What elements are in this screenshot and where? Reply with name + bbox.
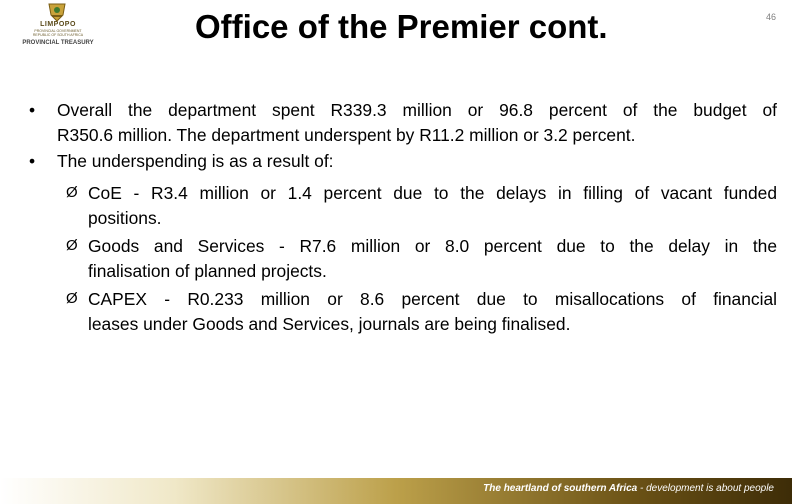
bullet-item xyxy=(29,98,777,147)
page-number: 46 xyxy=(766,12,777,22)
footer-tagline-bold: The heartland of southern Africa xyxy=(483,483,638,494)
slide-title: Office of the Premier cont. xyxy=(195,8,608,45)
logo-subtitle: PROVINCIAL GOVERNMENT REPUBLIC OF SOUTH AFRICA xyxy=(32,29,84,37)
bullet-marker: • xyxy=(29,100,36,120)
arrow-bullet-icon: Ø xyxy=(66,184,78,201)
sub-bullet-text-line: positions. xyxy=(88,207,162,228)
sub-bullet-text-line: CoE - R3.4 million or 1.4 percent due to the delays in filling of vacant funded xyxy=(88,183,777,203)
sub-bullet-text-line: finalisation of planned projects. xyxy=(88,260,327,281)
sub-bullet-text-line: leases under Goods and Services, journals are being finalised. xyxy=(88,313,571,334)
footer-banner xyxy=(0,478,792,504)
sub-bullet-text-line: CAPEX - R0.233 million or 8.6 percent due to misallocations of financial xyxy=(88,289,777,309)
coat-of-arms-icon xyxy=(46,2,68,22)
sub-bullet-text-line: Goods and Services - R7.6 million or 8.0 percent due to the delay in the xyxy=(88,236,777,256)
arrow-bullet-icon: Ø xyxy=(66,290,78,307)
footer-tagline-rest: - development is about people xyxy=(637,483,774,494)
bullet-text-line: The underspending is as a result of: xyxy=(57,151,334,171)
sub-bullet-item xyxy=(66,234,777,283)
bullet-text-line: R350.6 million. The department underspent by R11.2 million or 3.2 percent. xyxy=(57,124,636,145)
logo-department: PROVINCIAL TREASURY xyxy=(22,40,94,46)
arrow-bullet-icon: Ø xyxy=(66,237,78,254)
footer-tagline xyxy=(483,483,774,494)
bullet-marker: • xyxy=(29,151,36,171)
logo-title: LIMPOPO xyxy=(40,21,76,28)
sub-bullet-item xyxy=(66,181,777,230)
bullet-text-line: Overall the department spent R339.3 million or 96.8 percent of the budget of xyxy=(57,100,777,120)
sub-bullet-item xyxy=(66,287,777,336)
limpopo-treasury-logo xyxy=(8,2,108,50)
bullet-item xyxy=(29,149,777,174)
